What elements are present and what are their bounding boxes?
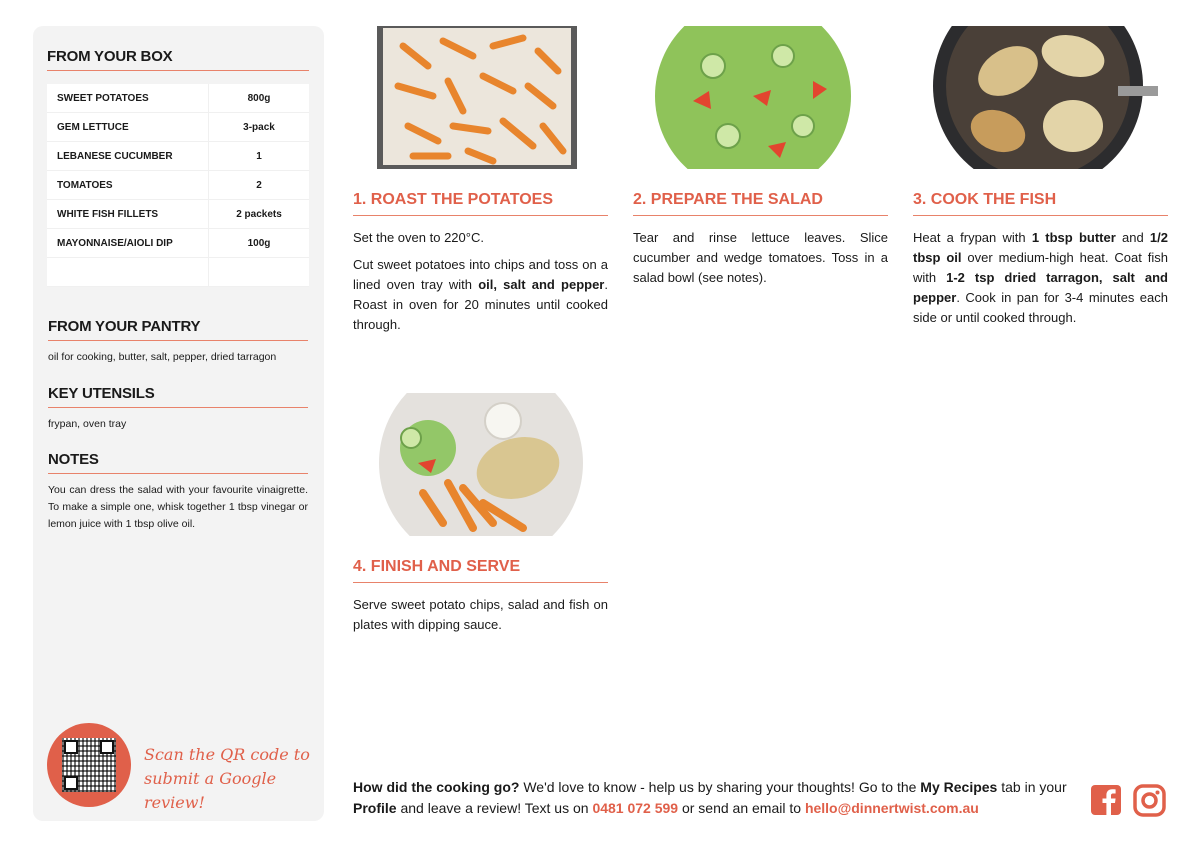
table-row: [47, 142, 309, 171]
cook-fish-photo: [913, 26, 1168, 169]
table-row: [47, 258, 309, 287]
notes-title: NOTES: [48, 451, 308, 474]
pantry-section: [48, 318, 308, 366]
ingredient-name: SWEET POTATOES: [47, 84, 209, 113]
step-body: [913, 228, 1168, 328]
step-text: . Cook in pan for 3-4 minutes each side or until cooked through.: [913, 290, 1168, 325]
step-body: [353, 595, 608, 635]
sidebar: [33, 26, 324, 821]
from-your-box-section: [47, 48, 309, 287]
qr-corner: [100, 740, 114, 754]
table-row: [47, 171, 309, 200]
step-text: Tear and rinse lettuce leaves. Slice cucumber and wedge tomatoes. Toss in a salad bowl (see notes).: [633, 230, 888, 285]
step-body: [353, 228, 608, 335]
table-row: [47, 200, 309, 229]
footer-profile: Profile: [353, 800, 397, 816]
step-paragraph: [353, 595, 608, 635]
notes-section: [48, 451, 308, 533]
utensils-text: frypan, oven tray: [48, 418, 127, 430]
table-row: [47, 84, 309, 113]
bold-ingredient-text: oil, salt and pepper: [478, 277, 605, 292]
instagram-icon[interactable]: [1133, 784, 1166, 822]
footer-review-text: [353, 777, 1073, 819]
step-title: 3. COOK THE FISH: [913, 191, 1168, 216]
table-row: [47, 113, 309, 142]
footer-question: How did the cooking go?: [353, 779, 520, 795]
bold-ingredient-text: 1 tbsp butter: [1031, 230, 1116, 245]
qr-badge: [47, 723, 131, 807]
footer-text-3: and leave a review! Text us on: [396, 800, 593, 816]
ingredient-qty: 800g: [209, 84, 310, 113]
step-text: and: [1115, 230, 1150, 245]
ingredient-qty: [209, 258, 310, 287]
notes-text: You can dress the salad with your favourite vinaigrette. To make a simple one, whisk together 1 tbsp vinegar or lemon juice with 1 tbsp olive oil.: [48, 484, 308, 530]
qr-corner: [64, 740, 78, 754]
qr-code-icon[interactable]: [62, 738, 116, 792]
qr-caption-line1: Scan the QR code to: [144, 745, 310, 764]
step-paragraph: [913, 228, 1168, 328]
roast-potatoes-photo: [353, 26, 608, 169]
qr-review-block: [47, 723, 310, 812]
step-text: . Roast in oven for 20 minutes until cooked through.: [353, 277, 608, 332]
qr-caption-line2: submit a Google review!: [144, 769, 277, 812]
facebook-icon[interactable]: [1090, 784, 1122, 821]
qr-corner: [64, 776, 78, 790]
pantry-title: FROM YOUR PANTRY: [48, 318, 308, 341]
step-title: 2. PREPARE THE SALAD: [633, 191, 888, 216]
ingredient-name: LEBANESE CUCUMBER: [47, 142, 209, 171]
ingredient-name: GEM LETTUCE: [47, 113, 209, 142]
footer-my-recipes: My Recipes: [920, 779, 998, 795]
email-link[interactable]: hello@dinnertwist.com.au: [804, 800, 979, 816]
footer-text-4: or send an email to: [678, 800, 805, 816]
step-text: over medium-high heat. Coat fish with: [913, 250, 1168, 285]
step-body: [633, 228, 888, 288]
ingredient-qty: 3-pack: [209, 113, 310, 142]
ingredient-qty: 2 packets: [209, 200, 310, 229]
footer-text-2: tab in your: [997, 779, 1067, 795]
pantry-text: oil for cooking, butter, salt, pepper, dried tarragon: [48, 351, 277, 363]
step-3: [913, 26, 1168, 335]
footer-text-1: We'd love to know - help us by sharing your thoughts! Go to the: [519, 779, 921, 795]
ingredient-qty: 100g: [209, 229, 310, 258]
phone-link[interactable]: 0481 072 599: [592, 800, 679, 816]
ingredient-name: TOMATOES: [47, 171, 209, 200]
ingredients-table: [47, 84, 309, 287]
utensils-title: KEY UTENSILS: [48, 385, 308, 408]
finish-serve-photo: [353, 393, 608, 536]
step-paragraph: [353, 255, 608, 335]
from-your-box-title: FROM YOUR BOX: [47, 48, 309, 71]
step-title: 4. FINISH AND SERVE: [353, 558, 608, 583]
qr-caption: [144, 743, 324, 815]
ingredient-name: [47, 258, 209, 287]
ingredient-name: WHITE FISH FILLETS: [47, 200, 209, 229]
step-text: Cut sweet potatoes into chips and toss on a lined oven tray with: [353, 257, 608, 292]
step-1: [353, 26, 608, 342]
step-text: Set the oven to 220°C.: [353, 230, 484, 245]
step-paragraph: [353, 228, 608, 248]
bold-ingredient-text: 1-2 tsp dried tarragon, salt and pepper: [913, 270, 1168, 305]
step-text: Serve sweet potato chips, salad and fish on plates with dipping sauce.: [353, 597, 608, 632]
ingredient-qty: 2: [209, 171, 310, 200]
salad-photo: [633, 26, 888, 169]
step-title: 1. ROAST THE POTATOES: [353, 191, 608, 216]
step-paragraph: [633, 228, 888, 288]
ingredient-name: MAYONNAISE/AIOLI DIP: [47, 229, 209, 258]
step-4: [353, 393, 608, 642]
table-row: [47, 229, 309, 258]
utensils-section: [48, 385, 308, 433]
step-2: [633, 26, 888, 295]
bold-ingredient-text: 1/2 tbsp oil: [913, 230, 1168, 265]
ingredient-qty: 1: [209, 142, 310, 171]
step-text: Heat a frypan with: [913, 230, 1032, 245]
